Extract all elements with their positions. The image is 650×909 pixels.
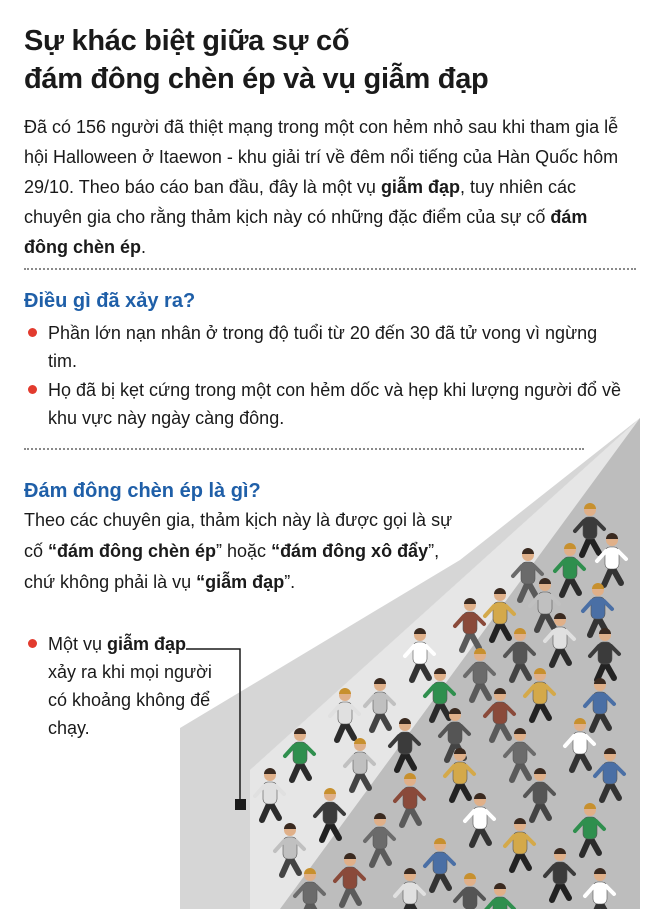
stampede-text: xảy ra khi mọi người có khoảng không để chạy.: [48, 662, 212, 738]
intro-bold-stampede: giẫm đạp: [380, 177, 460, 197]
definition-paragraph: [24, 505, 454, 598]
stampede-note: [24, 630, 214, 742]
list-item-text: Họ đã bị kẹt cứng trong một con hẻm dốc và hẹp khi lượng người đổ về khu vực này ngày càng đông.: [48, 380, 622, 428]
def-text: ” hoặc: [216, 541, 272, 561]
def-text: Theo các chuyên gia, thảm kịch này là được gọi là sự cố: [24, 510, 453, 561]
stampede-bold: giẫm đạp: [107, 634, 187, 654]
intro-text: Đã có 156 người đã thiệt mạng trong một con hẻm nhỏ sau khi tham gia lễ hội Halloween ở Itaewon - khu giải trí về đêm nổi tiếng của Hàn Quốc hôm 29/10. Theo báo cáo ban đầu, đây là một vụ: [24, 117, 619, 197]
intro-text: , tuy nhiên các chuyên gia cho rằng thảm kịch này có những đặc điểm của sự cố: [24, 177, 577, 227]
stampede-text: Một vụ: [48, 634, 108, 654]
title-line-2: đám đông chèn ép và vụ giẫm đạp: [24, 63, 489, 95]
def-text: ”, chứ không phải là vụ: [24, 541, 440, 592]
def-bold: “giẫm đạp: [196, 572, 285, 592]
intro-bold-crowd-crush: đám đông chèn ép: [24, 207, 588, 257]
title-line-1: Sự khác biệt giữa sự cố: [24, 25, 350, 57]
section-heading-what-happened: Điều gì đã xảy ra?: [24, 290, 196, 312]
section-heading-crowd-crush: Đám đông chèn ép là gì?: [24, 480, 261, 502]
def-bold: “đám đông chèn ép: [48, 541, 217, 561]
list-item-text: Phần lớn nạn nhân ở trong độ tuổi từ 20 đến 30 đã tử vong vì ngừng tim.: [48, 323, 598, 371]
callout-marker: [235, 799, 246, 810]
bullet-dot-icon: [28, 639, 37, 648]
def-text: ”.: [284, 572, 296, 592]
intro-text: .: [141, 237, 147, 257]
def-bold: “đám đông xô đẩy: [271, 541, 429, 561]
